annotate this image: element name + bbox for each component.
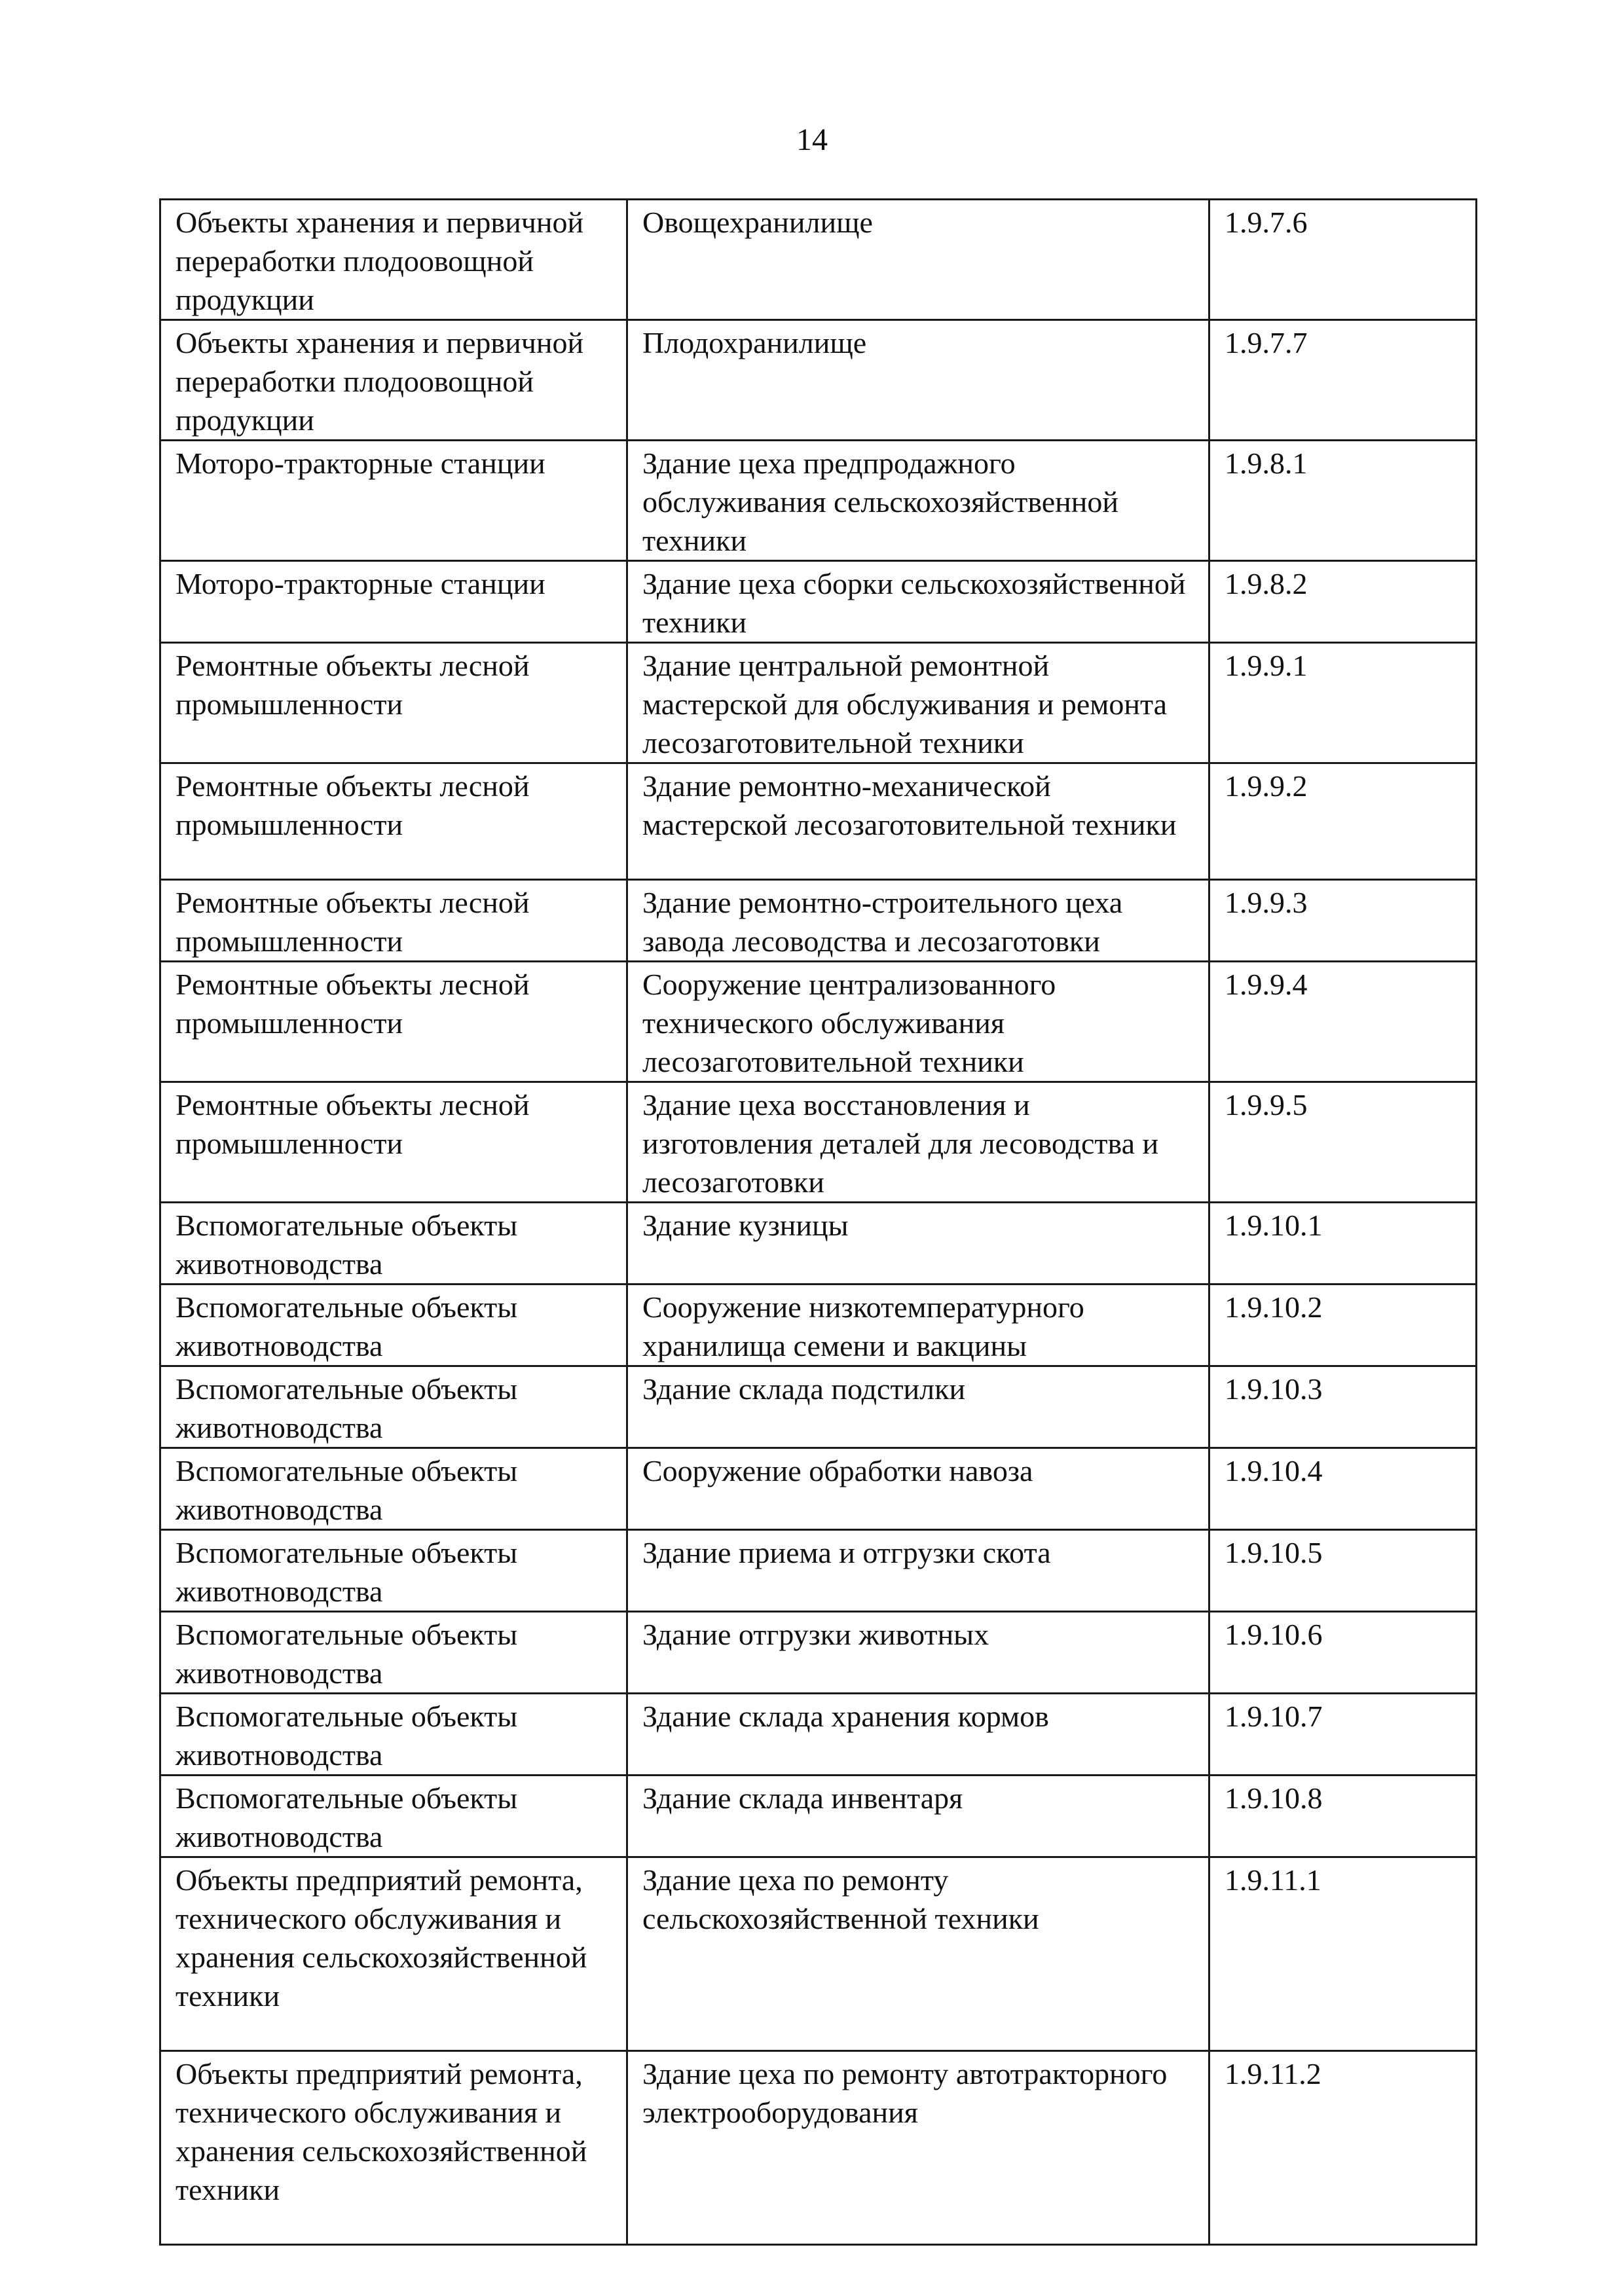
table-row: [160, 1857, 1477, 2051]
object-name-cell: Здание цеха предпродажного обслуживания сельскохозяйственной техники: [627, 441, 1209, 561]
code-cell: 1.9.11.2: [1209, 2051, 1477, 2245]
category-cell: Ремонтные объекты лесной промышленности: [160, 880, 627, 962]
code-cell: 1.9.11.1: [1209, 1857, 1477, 2051]
code-cell: 1.9.9.2: [1209, 763, 1477, 880]
code-cell: 1.9.10.2: [1209, 1285, 1477, 1366]
object-name-cell: Здание цеха по ремонту автотракторного электрооборудования: [627, 2051, 1209, 2245]
code-cell: 1.9.10.1: [1209, 1203, 1477, 1285]
object-name-cell: Овощехранилище: [627, 200, 1209, 320]
category-cell: Вспомогательные объекты животноводства: [160, 1612, 627, 1694]
category-cell: Объекты хранения и первичной переработки плодоовощной продукции: [160, 320, 627, 441]
category-cell: Вспомогательные объекты животноводства: [160, 1530, 627, 1612]
object-name-cell: Здание ремонтно-строительного цеха завода лесоводства и лесозаготовки: [627, 880, 1209, 962]
object-name-cell: Здание склада подстилки: [627, 1366, 1209, 1448]
category-cell: Вспомогательные объекты животноводства: [160, 1203, 627, 1285]
table-row: [160, 320, 1477, 441]
object-name-cell: Здание кузницы: [627, 1203, 1209, 1285]
category-cell: Моторо-тракторные станции: [160, 441, 627, 561]
object-name-cell: Здание отгрузки животных: [627, 1612, 1209, 1694]
table-row: [160, 200, 1477, 320]
code-cell: 1.9.10.4: [1209, 1448, 1477, 1530]
table-row: [160, 2051, 1477, 2245]
object-name-cell: Здание цеха восстановления и изготовления деталей для лесоводства и лесозаготовки: [627, 1082, 1209, 1203]
category-cell: Объекты хранения и первичной переработки плодоовощной продукции: [160, 200, 627, 320]
category-cell: Объекты предприятий ремонта, технического обслуживания и хранения сельскохозяйственной техники: [160, 2051, 627, 2245]
table-row: [160, 880, 1477, 962]
code-cell: 1.9.7.6: [1209, 200, 1477, 320]
category-cell: Ремонтные объекты лесной промышленности: [160, 763, 627, 880]
code-cell: 1.9.10.7: [1209, 1694, 1477, 1776]
table-row: [160, 643, 1477, 763]
object-name-cell: Здание цеха сборки сельскохозяйственной техники: [627, 561, 1209, 643]
code-cell: 1.9.10.3: [1209, 1366, 1477, 1448]
table-row: [160, 1448, 1477, 1530]
object-name-cell: Сооружение централизованного технического обслуживания лесозаготовительной техники: [627, 962, 1209, 1082]
category-cell: Вспомогательные объекты животноводства: [160, 1366, 627, 1448]
code-cell: 1.9.10.6: [1209, 1612, 1477, 1694]
code-cell: 1.9.9.4: [1209, 962, 1477, 1082]
code-cell: 1.9.7.7: [1209, 320, 1477, 441]
category-cell: Вспомогательные объекты животноводства: [160, 1776, 627, 1857]
category-cell: Ремонтные объекты лесной промышленности: [160, 1082, 627, 1203]
code-cell: 1.9.9.3: [1209, 880, 1477, 962]
table-row: [160, 1203, 1477, 1285]
code-cell: 1.9.8.2: [1209, 561, 1477, 643]
category-cell: Вспомогательные объекты животноводства: [160, 1285, 627, 1366]
table-row: [160, 763, 1477, 880]
code-cell: 1.9.10.5: [1209, 1530, 1477, 1612]
category-cell: Моторо-тракторные станции: [160, 561, 627, 643]
category-cell: Объекты предприятий ремонта, технического обслуживания и хранения сельскохозяйственной техники: [160, 1857, 627, 2051]
code-cell: 1.9.9.1: [1209, 643, 1477, 763]
object-name-cell: Здание приема и отгрузки скота: [627, 1530, 1209, 1612]
code-cell: 1.9.10.8: [1209, 1776, 1477, 1857]
objects-table: [159, 198, 1477, 2246]
table-row: [160, 1776, 1477, 1857]
table-row: [160, 1285, 1477, 1366]
code-cell: 1.9.8.1: [1209, 441, 1477, 561]
table-row: [160, 1530, 1477, 1612]
category-cell: Вспомогательные объекты животноводства: [160, 1694, 627, 1776]
object-name-cell: Плодохранилище: [627, 320, 1209, 441]
object-name-cell: Здание ремонтно-механической мастерской лесозаготовительной техники: [627, 763, 1209, 880]
object-name-cell: Здание цеха по ремонту сельскохозяйственной техники: [627, 1857, 1209, 2051]
object-name-cell: Здание склада инвентаря: [627, 1776, 1209, 1857]
page-number: 14: [796, 122, 828, 157]
table-row: [160, 441, 1477, 561]
table-row: [160, 1612, 1477, 1694]
table-row: [160, 1082, 1477, 1203]
object-name-cell: Сооружение обработки навоза: [627, 1448, 1209, 1530]
table-row: [160, 962, 1477, 1082]
category-cell: Ремонтные объекты лесной промышленности: [160, 643, 627, 763]
code-cell: 1.9.9.5: [1209, 1082, 1477, 1203]
category-cell: Ремонтные объекты лесной промышленности: [160, 962, 627, 1082]
table-row: [160, 1694, 1477, 1776]
table-row: [160, 1366, 1477, 1448]
object-name-cell: Здание склада хранения кормов: [627, 1694, 1209, 1776]
category-cell: Вспомогательные объекты животноводства: [160, 1448, 627, 1530]
table-row: [160, 561, 1477, 643]
object-name-cell: Сооружение низкотемпературного хранилища семени и вакцины: [627, 1285, 1209, 1366]
object-name-cell: Здание центральной ремонтной мастерской для обслуживания и ремонта лесозаготовительной техники: [627, 643, 1209, 763]
